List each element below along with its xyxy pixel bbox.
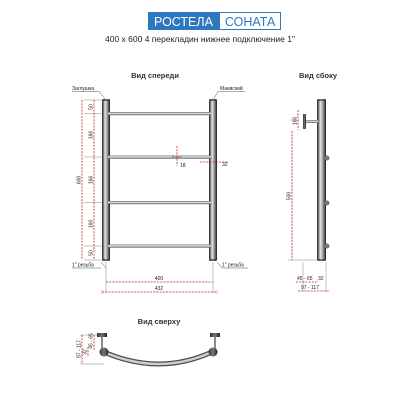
valve-leader-arrow [213,92,218,101]
dim-pipe-diameter: 32 [222,162,228,168]
thread-right-label: 1" резьба [222,262,244,269]
product-name: СОНАТА [219,12,281,30]
side-view-title: Вид сбоку [298,71,338,80]
dim-side-depth-total: 97 - 117 [301,285,319,291]
bar-end-3 [325,244,330,249]
wall-bracket-arm [306,120,318,123]
dim-bar-diameter: 18 [180,163,186,169]
dim-top-gap: 50 [88,104,95,110]
bar-end-2 [325,201,330,206]
brand-name: РОСТЕЛА [148,12,219,30]
valve-label: Маевский [220,86,243,92]
thread-left-leader [101,262,106,268]
plug-leader-arrow [99,92,106,101]
crossbar-4 [108,245,211,248]
product-subtitle: 400 х 600 4 перекладин нижнее подключение 1" [105,34,295,44]
top-flange-right [210,333,220,337]
dim-total-width: 432 [154,286,164,292]
dim-total-height: 600 [76,175,83,185]
right-vertical-pipe [210,101,216,259]
dim-gap-2: 166 [88,175,95,185]
left-vertical-pipe [103,101,109,259]
crossbar-1 [108,112,211,115]
side-vertical-pipe [318,101,325,259]
wall-bracket-plate [303,114,306,129]
crossbar-3 [108,201,211,204]
dim-top-pipe: 32 [82,349,89,355]
top-pipe-left [100,348,109,357]
dim-side-pipe: 32 [318,276,324,282]
top-view-title: Вид сверху [137,317,181,326]
dim-top-depth-small: 45 - 65 [88,333,95,349]
dim-gap-3: 166 [88,219,95,229]
dim-top-depth-total: 97 - 117 [76,340,83,358]
dim-center-width: 400 [154,276,164,282]
dim-gap-1: 166 [88,130,95,140]
dim-side-depth-small: 45 - 65 [297,276,313,282]
dim-side-height: 500 [286,191,293,201]
top-pipe-right [209,348,218,357]
front-view-title: Вид спереди [131,71,179,80]
bar-end-1 [325,156,330,161]
dim-bottom-gap: 50 [88,250,95,256]
plug-label: Заглушка [72,86,95,92]
thread-left-label: 1" резьба [72,262,94,269]
crossbar-2 [108,156,211,159]
top-flange-left [97,333,107,337]
dim-side-top-offset: 166 [292,116,299,126]
